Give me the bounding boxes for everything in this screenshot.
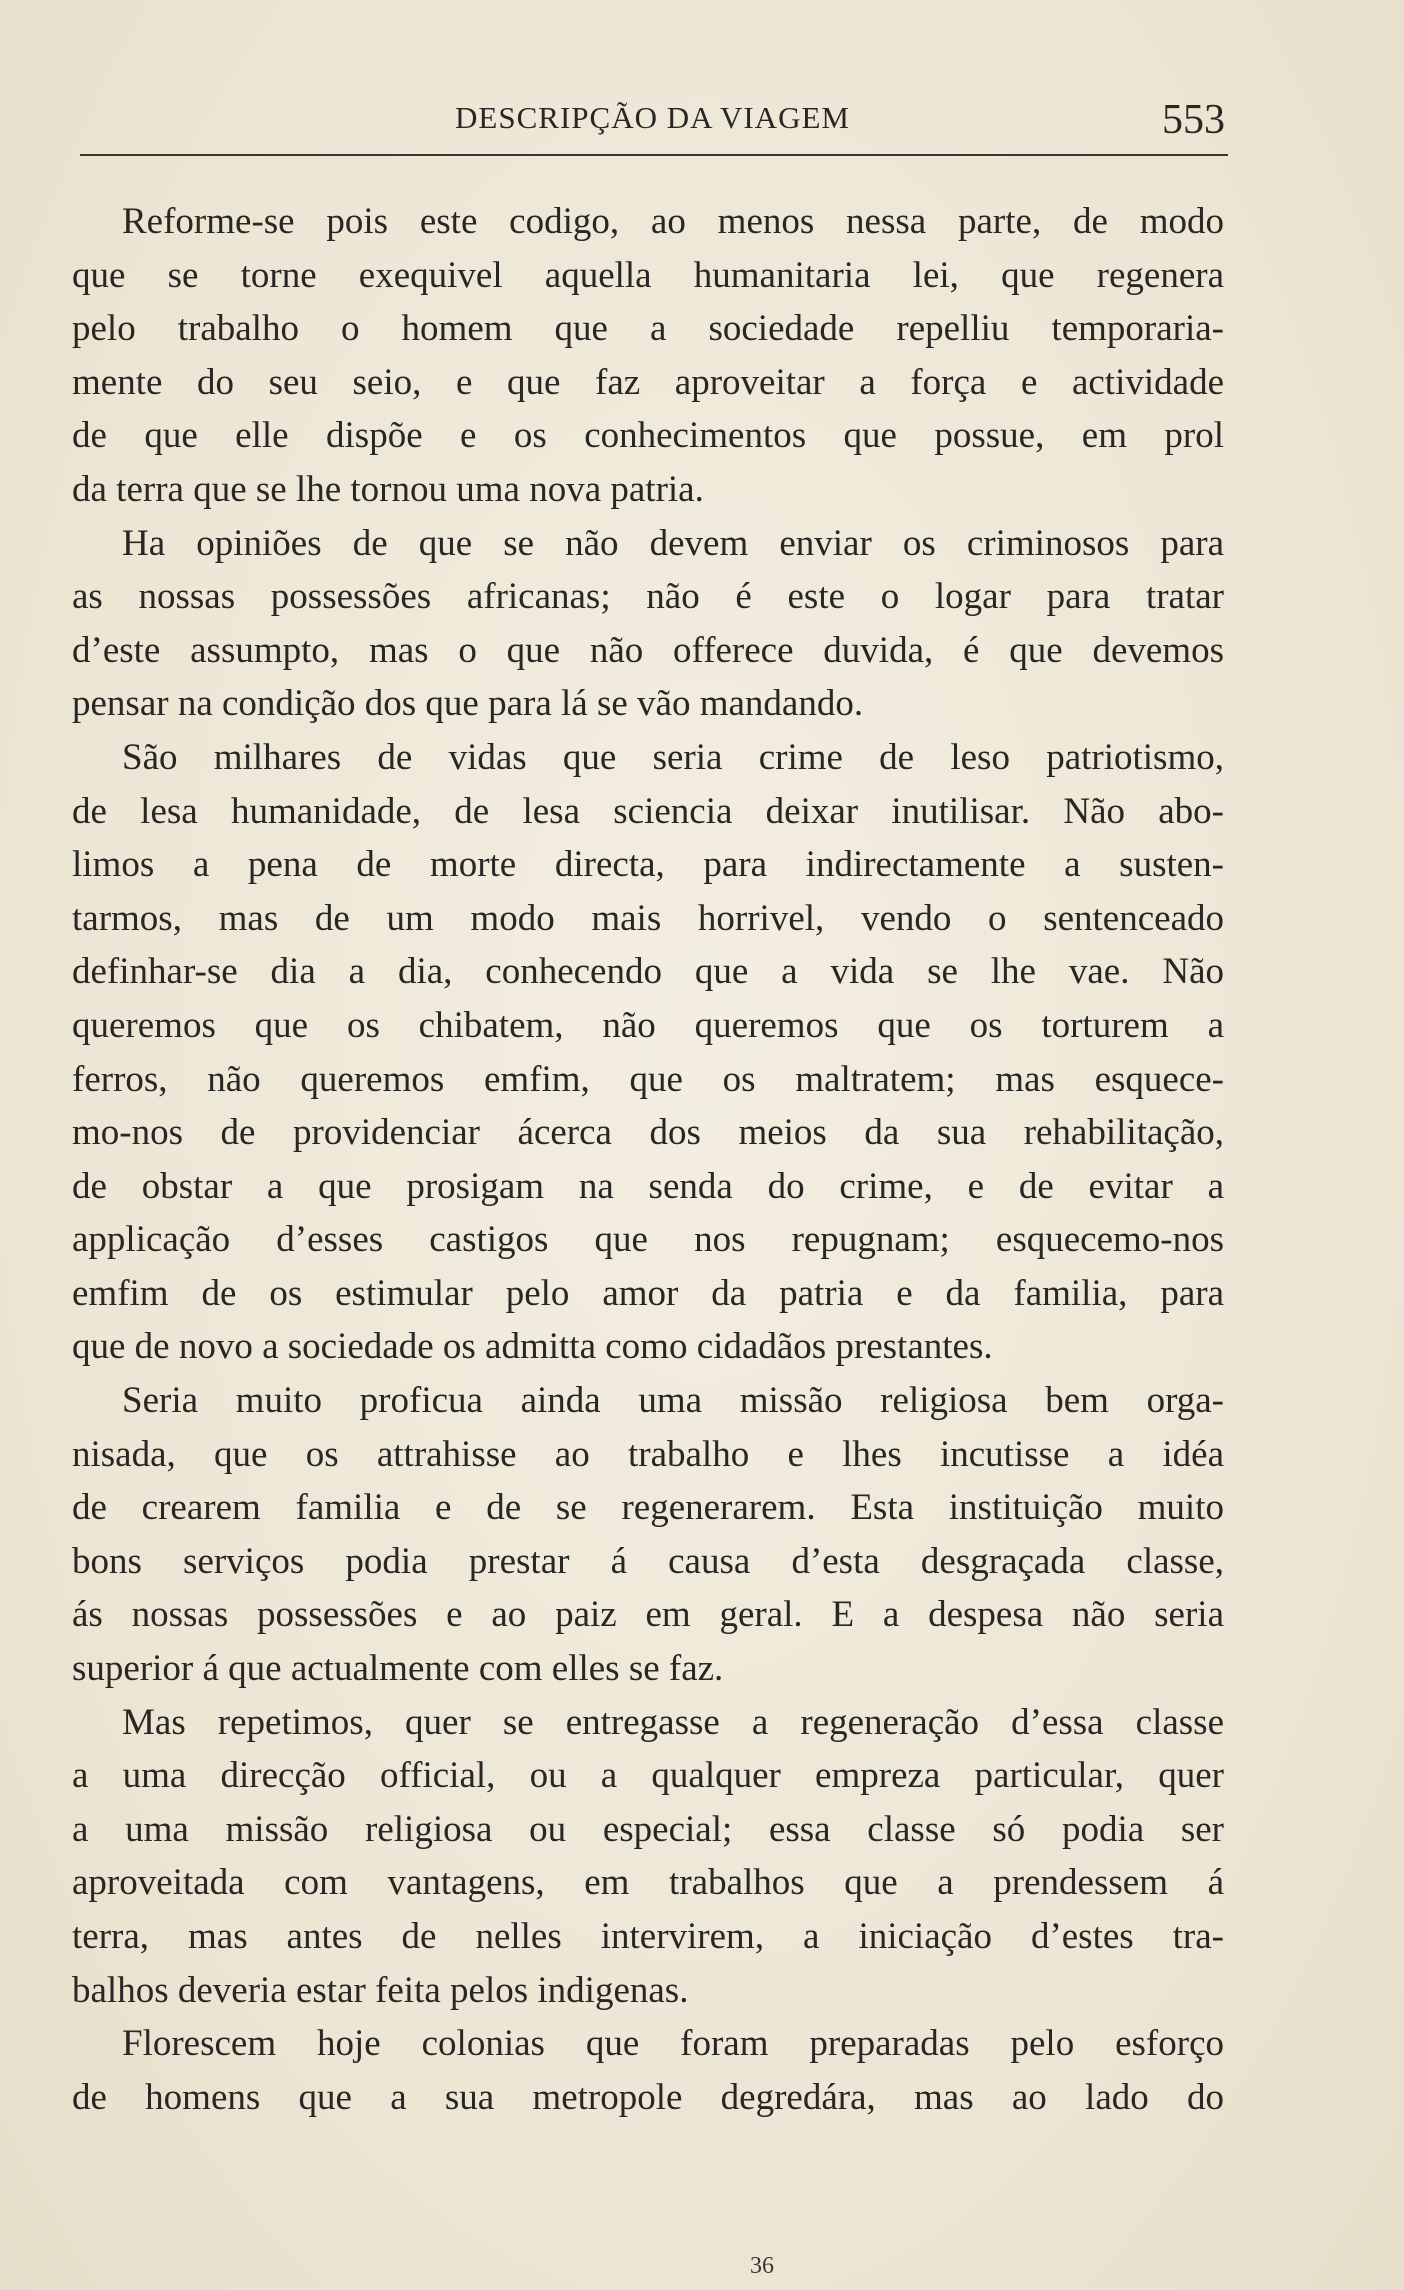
text-line: que de novo a sociedade os admitta como cidadãos prestantes. [72,1326,993,1368]
text-line: de crearem familia e de se regenerarem. Esta instituição muito [72,1487,1224,1529]
text-line: as nossas possessões africanas; não é este o logar para tratar [72,576,1224,618]
text-line: Ha opiniões de que se não devem enviar os criminosos para [122,522,1224,564]
text-line: applicação d’esses castigos que nos repugnam; esquecemo-nos [72,1219,1224,1261]
text-line: mente do seu seio, e que faz aproveitar a força e actividade [72,361,1224,403]
text-line: queremos que os chibatem, não queremos que os torturem a [72,1004,1224,1046]
running-head [80,96,1225,146]
text-line: balhos deveria estar feita pelos indigenas. [72,1969,689,2011]
text-line: terra, mas antes de nelles intervirem, a iniciação d’estes tra- [72,1916,1224,1957]
text-line: ás nossas possessões e ao paiz em geral. E a despesa não seria [72,1594,1224,1636]
text-line: de obstar a que prosigam na senda do crime, e de evitar a [72,1165,1224,1207]
running-title: DESCRIPÇÃO DA VIAGEM [455,100,850,135]
text-line: tarmos, mas de um modo mais horrivel, vendo o sentenceado [72,897,1224,939]
text-line: nisada, que os attrahisse ao trabalho e lhes incutisse a idéa [72,1433,1224,1475]
text-line: Reforme-se pois este codigo, ao menos nessa parte, de modo [122,201,1224,242]
text-line: Seria muito proficua ainda uma missão religiosa bem orga- [122,1380,1224,1422]
text-line: aproveitada com vantagens, em trabalhos que a prendessem á [72,1862,1224,1904]
text-line: emfim de os estimular pelo amor da patria e da familia, para [72,1272,1224,1314]
header-rule [80,154,1228,156]
text-line: da terra que se lhe tornou uma nova patria. [72,468,704,510]
text-line: de lesa humanidade, de lesa sciencia deixar inutilisar. Não abo- [72,790,1224,832]
text-line: pelo trabalho o homem que a sociedade repelliu temporaria- [72,308,1224,350]
signature-mark: 36 [750,2253,774,2279]
text-line: limos a pena de morte directa, para indirectamente a susten- [72,844,1224,886]
text-line: superior á que actualmente com elles se faz. [72,1648,724,1690]
text-line: a uma missão religiosa ou especial; essa classe só podia ser [72,1808,1224,1850]
text-line: São milhares de vidas que seria crime de leso patriotismo, [122,736,1224,778]
text-line: pensar na condição dos que para lá se vão mandando. [72,683,864,725]
text-line: de que elle dispõe e os conhecimentos que possue, em prol [72,415,1224,457]
text-line: d’este assumpto, mas o que não offerece duvida, é que devemos [72,629,1224,671]
text-line: de homens que a sua metropole degredára, mas ao lado do [72,2076,1224,2118]
text-line: bons serviços podia prestar á causa d’esta desgraçada classe, [72,1540,1224,1582]
text-line: a uma direcção official, ou a qualquer empreza particular, quer [72,1755,1224,1797]
text-line: mo-nos de providenciar ácerca dos meios da sua rehabilitação, [72,1112,1224,1154]
text-body [72,195,1224,2124]
text-line: definhar-se dia a dia, conhecendo que a vida se lhe vae. Não [72,951,1224,993]
text-line: que se torne exequivel aquella humanitaria lei, que regenera [72,254,1224,296]
text-line: Mas repetimos, quer se entregasse a regeneração d’essa classe [122,1701,1224,1743]
page-number: 553 [1162,97,1225,143]
text-line: Florescem hoje colonias que foram preparadas pelo esforço [122,2023,1224,2065]
text-line: ferros, não queremos emfim, que os maltratem; mas esquece- [72,1058,1224,1100]
